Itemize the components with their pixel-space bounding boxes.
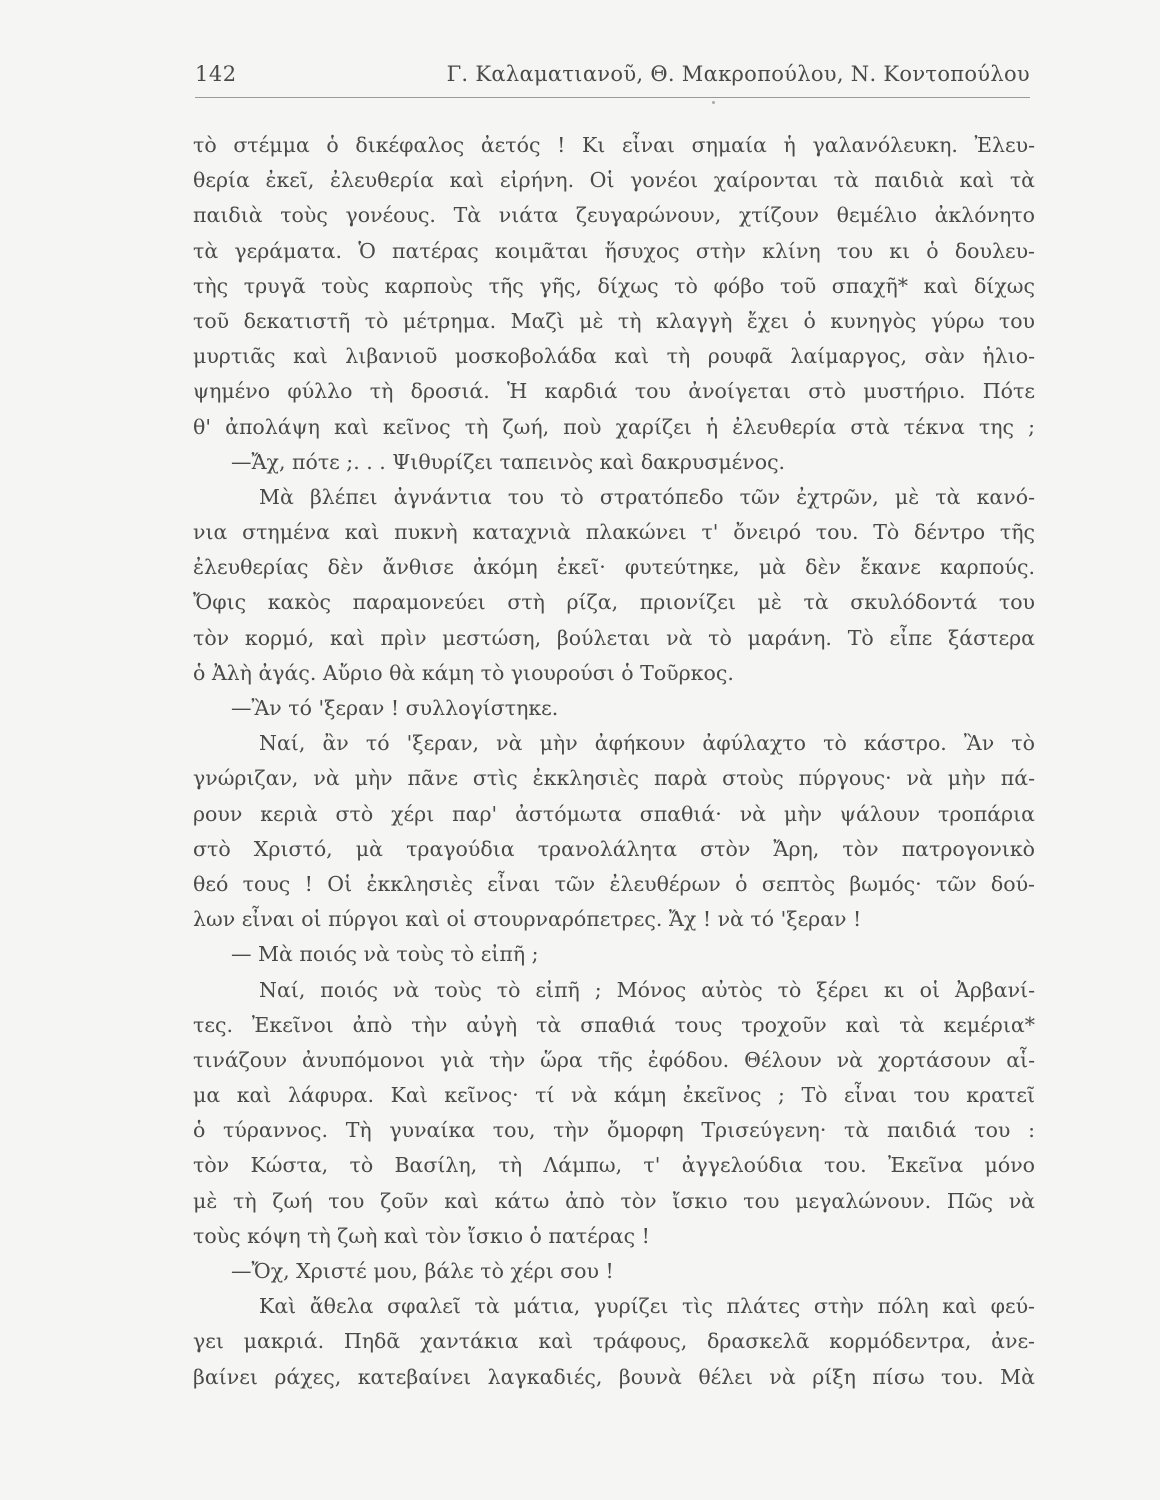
text-line: μυρτιᾶς καὶ λιβανιοῦ μοσκοβολάδα καὶ τὴ ρουφᾶ λαίμαργος, σὰν ἡλιο- <box>193 344 1035 369</box>
page-header <box>195 62 1030 92</box>
ink-speck <box>712 101 715 104</box>
text-line: Ναί, ἂν τό 'ξεραν, νὰ μὴν ἀφήκουν ἀφύλαχτο τὸ κάστρο. Ἂν τὸ <box>259 731 1035 756</box>
text-line: Ναί, ποιός νὰ τοὺς τὸ εἰπῆ ; Μόνος αὐτὸς τὸ ξέρει κι οἱ Ἀρβανί- <box>259 977 1035 1002</box>
text-line: —Ἄχ, πότε ;. . . Ψιθυρίζει ταπεινὸς καὶ δακρυσμένος. <box>231 449 786 474</box>
text-line: τὸν Κώστα, τὸ Βασίλη, τὴ Λάμπω, τ' ἀγγελούδια του. Ἐκεῖνα μόνο <box>193 1153 1035 1178</box>
text-line: νια στημένα καὶ πυκνὴ καταχνιὰ πλακώνει τ' ὄνειρό του. Τὸ δέντρο τῆς <box>193 520 1035 545</box>
text-line: τες. Ἐκεῖνοι ἀπὸ τὴν αὐγὴ τὰ σπαθιά τους τροχοῦν καὶ τὰ κεμέρια* <box>193 1012 1035 1037</box>
header-rule <box>195 97 1030 98</box>
text-line: —Ἂν τό 'ξεραν ! συλλογίστηκε. <box>231 696 559 720</box>
text-line: ὁ Ἀλὴ ἀγάς. Αὔριο θὰ κάμη τὸ γιουρούσι ὁ Τοῦρκος. <box>193 660 734 685</box>
text-line: παιδιὰ τοὺς γονέους. Τὰ νιάτα ζευγαρώνουν, χτίζουν θεμέλιο ἀκλόνητο <box>193 203 1035 228</box>
text-line: τοὺς κόψη τὴ ζωὴ καὶ τὸν ἴσκιο ὁ πατέρας ! <box>193 1223 650 1248</box>
text-line: ὁ τύραννος. Τὴ γυναίκα του, τὴν ὄμορφη Τρισεύγενη· τὰ παιδιά του : <box>193 1118 1035 1143</box>
running-head: Γ. Καλαματιανοῦ, Θ. Μακροπούλου, Ν. Κοντοπούλου <box>446 62 1030 86</box>
text-line: Καὶ ἄθελα σφαλεῖ τὰ μάτια, γυρίζει τὶς πλάτες στὴν πόλη καὶ φεύ- <box>259 1294 1035 1319</box>
text-line: μὲ τὴ ζωή του ζοῦν καὶ κάτω ἀπὸ τὸν ἴσκιο του μεγαλώνουν. Πῶς νὰ <box>193 1188 1035 1213</box>
text-line: στὸ Χριστό, μὰ τραγούδια τρανολάλητα στὸν Ἄρη, τὸν πατρογονικὸ <box>193 836 1035 861</box>
text-line: ρουν κεριὰ στὸ χέρι παρ' ἀστόμωτα σπαθιά· νὰ μὴν ψάλουν τροπάρια <box>193 801 1035 826</box>
text-line: τὰ γεράματα. Ὁ πατέρας κοιμᾶται ἥσυχος στὴν κλίνη του κι ὁ δουλευ- <box>193 238 1035 263</box>
text-line: θερία ἐκεῖ, ἐλευθερία καὶ εἰρήνη. Οἱ γονέοι χαίρονται τὰ παιδιὰ καὶ τὰ <box>193 168 1035 193</box>
text-line: βαίνει ράχες, κατεβαίνει λαγκαδιές, βουνὰ θέλει νὰ ρίξη πίσω του. Μὰ <box>193 1364 1035 1389</box>
text-line: τὴς τρυγᾶ τοὺς καρποὺς τῆς γῆς, δίχως τὸ φόβο τοῦ σπαχῆ* καὶ δίχως <box>193 273 1035 298</box>
text-line: — Μὰ ποιός νὰ τοὺς τὸ εἰπῆ ; <box>231 942 539 967</box>
text-line: Μὰ βλέπει ἀγνάντια του τὸ στρατόπεδο τῶν ἐχτρῶν, μὲ τὰ κανό- <box>259 484 1035 509</box>
body-text <box>193 128 1035 1395</box>
text-line: τὸν κορμό, καὶ πρὶν μεστώση, βούλεται νὰ τὸ μαράνη. Τὸ εἶπε ξάστερα <box>193 625 1035 650</box>
text-line: Ὄφις κακὸς παραμονεύει στὴ ρίζα, πριονίζει μὲ τὰ σκυλόδοντά του <box>193 590 1035 615</box>
text-line: ψημένο φύλλο τὴ δροσιά. Ἡ καρδιά του ἀνοίγεται στὸ μυστήριο. Πότε <box>193 379 1035 404</box>
page-number: 142 <box>195 62 237 86</box>
text-line: λων εἶναι οἱ πύργοι καὶ οἱ στουρναρόπετρες. Ἄχ ! νὰ τό 'ξεραν ! <box>193 907 862 932</box>
text-line: θ' ἀπολάψη καὶ κεῖνος τὴ ζωή, ποὺ χαρίζει ἡ ἐλευθερία στὰ τέκνα της ; <box>193 414 1035 439</box>
text-line: θεό τους ! Οἱ ἐκκλησιὲς εἶναι τῶν ἐλευθέρων ὁ σεπτὸς βωμός· τῶν δού- <box>193 871 1035 896</box>
text-line: μα καὶ λάφυρα. Καὶ κεῖνος· τί νὰ κάμη ἐκεῖνος ; Τὸ εἶναι του κρατεῖ <box>193 1083 1035 1108</box>
text-line: γνώριζαν, νὰ μὴν πᾶνε στὶς ἐκκλησιὲς παρὰ στοὺς πύργους· νὰ μὴν πά- <box>193 766 1035 791</box>
text-line: ἐλευθερίας δὲν ἄνθισε ἀκόμη ἐκεῖ· φυτεύτηκε, μὰ δὲν ἔκανε καρπούς. <box>193 555 1035 580</box>
text-line: τὸ στέμμα ὁ δικέφαλος ἀετός ! Κι εἶναι σημαία ἡ γαλανόλευκη. Ἐλευ- <box>193 133 1035 157</box>
text-line: —Ὄχ, Χριστέ μου, βάλε τὸ χέρι σου ! <box>231 1259 614 1283</box>
text-line: γει μακριά. Πηδᾶ χαντάκια καὶ τράφους, δρασκελᾶ κορμόδεντρα, ἀνε- <box>193 1329 1035 1354</box>
text-line: τινάζουν ἀνυπόμονοι γιὰ τὴν ὥρα τῆς ἐφόδου. Θέλουν νὰ χορτάσουν αἷ- <box>193 1047 1035 1072</box>
text-line: τοῦ δεκατιστῆ τὸ μέτρημα. Μαζὶ μὲ τὴ κλαγγὴ ἔχει ὁ κυνηγὸς γύρω του <box>193 308 1035 333</box>
